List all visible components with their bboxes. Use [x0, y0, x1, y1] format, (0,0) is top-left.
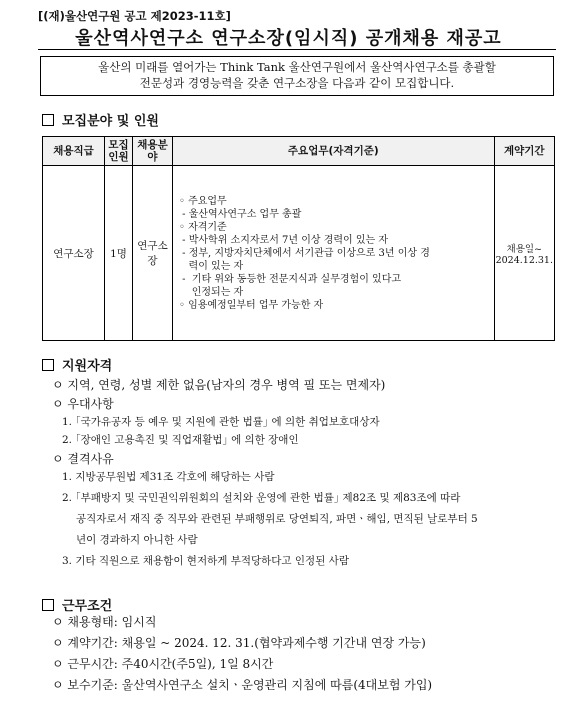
duty-line: ◦ 자격기준	[179, 221, 227, 233]
duty-line: ◦ 임용예정일부터 업무 가능한 자	[179, 299, 324, 311]
col-header: 모집인원	[105, 137, 133, 166]
disqualification-item: 2. ｢부패방지 및 국민권익위원회의 설치와 운영에 관한 법률｣ 제82조 및 제83조에 따라	[62, 492, 461, 504]
recruit-table	[42, 136, 555, 341]
preference-item: 1. ｢국가유공자 등 예우 및 지원에 관한 법률｣ 에 의한 취업보호대상자	[62, 416, 380, 428]
duty-line: 력이 있는 자	[179, 260, 244, 272]
qualification-item: ㅇ 우대사항	[52, 397, 114, 411]
section-heading-recruit: 모집분야 및 인원	[42, 110, 159, 129]
section-heading-qualification: 지원자격	[42, 355, 112, 374]
intro-box	[40, 56, 554, 96]
table-header-row	[43, 137, 555, 166]
intro-line: 울산의 미래를 열어가는 Think Tank 울산연구원에서 울산역사연구소를 총괄할	[98, 60, 496, 74]
disqualification-item: 3. 기타 직원으로 채용함이 현저하게 부적당하다고 인정된 사람	[62, 555, 349, 567]
duty-line: - 울산역사연구소 업무 총괄	[179, 208, 302, 220]
col-header: 계약기간	[494, 137, 554, 166]
period-line: 채용일~	[506, 243, 543, 255]
duty-line: - 기타 위와 동등한 전문지식과 실무경험이 있다고	[179, 273, 402, 285]
work-block	[52, 613, 432, 697]
duty-line: - 박사학위 소지자로서 7년 이상 경력이 있는 자	[179, 234, 389, 246]
col-header: 주요업무(자격기준)	[173, 137, 495, 166]
qualification-block	[52, 376, 478, 574]
work-item: ㅇ 보수기준: 울산역사연구소 설치ㆍ운영관리 지침에 따름(4대보험 가입)	[52, 678, 433, 692]
notice-number: [(재)울산연구원 공고 제2023-11호]	[38, 9, 231, 23]
duty-line: - 정부, 지방자치단체에서 서기관급 이상으로 3년 이상 경	[179, 247, 430, 259]
square-bullet-icon	[42, 114, 54, 126]
preference-item: 2. ｢장애인 고용촉진 및 직업재활법｣ 에 의한 장애인	[62, 434, 299, 446]
work-item: ㅇ 근무시간: 주40시간(주5일), 1일 8시간	[52, 657, 274, 671]
work-item: ㅇ 계약기간: 채용일 ~ 2024. 12. 31.(협약과제수행 기간내 연장 가능)	[52, 636, 426, 650]
col-header: 채용직급	[43, 137, 105, 166]
disqualification-item: 1. 지방공무원법 제31조 각호에 해당하는 사람	[62, 471, 275, 483]
page-title: 울산역사연구소 연구소장(임시직) 공개채용 재공고	[75, 28, 502, 49]
section-heading-work: 근무조건	[42, 595, 112, 614]
col-header: 채용분야	[133, 137, 173, 166]
cell-duties	[173, 166, 495, 341]
cell-period	[494, 166, 554, 341]
cell-field: 연구소장	[133, 166, 173, 341]
disqualification-item: 공직자로서 재직 중 직무와 관련된 부패행위로 당연퇴직, 파면ㆍ해임, 면직된 날로부터 5	[76, 513, 478, 525]
period-line: 2024.12.31.	[495, 254, 553, 266]
duty-line: ◦ 주요업무	[179, 195, 227, 207]
cell-count: 1명	[105, 166, 133, 341]
square-bullet-icon	[42, 359, 54, 371]
cell-grade: 연구소장	[43, 166, 105, 341]
qualification-item: ㅇ 지역, 연령, 성별 제한 없음(남자의 경우 병역 필 또는 면제자)	[52, 378, 386, 392]
table-row	[43, 166, 555, 341]
title-divider	[38, 49, 556, 50]
work-item: ㅇ 채용형태: 임시직	[52, 615, 157, 629]
intro-line: 전문성과 경영능력을 갖춘 연구소장을 다음과 같이 모집합니다.	[139, 76, 455, 90]
square-bullet-icon	[42, 599, 54, 611]
disqualification-heading: ㅇ 결격사유	[52, 452, 114, 466]
disqualification-item: 년이 경과하지 아니한 사람	[76, 534, 198, 546]
duty-line: 인정되는 자	[179, 286, 244, 298]
